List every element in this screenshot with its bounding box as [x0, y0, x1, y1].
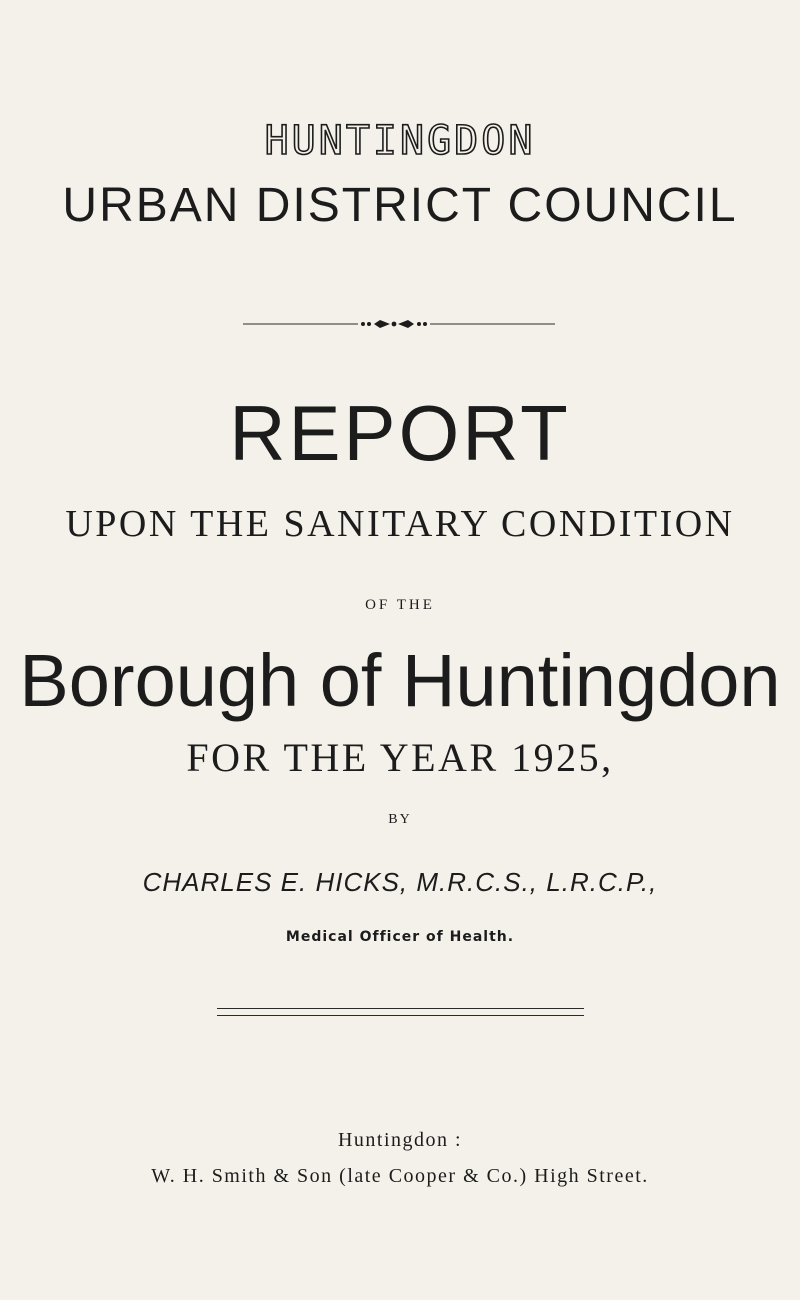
borough-name: Borough of Huntingdon [19, 639, 781, 722]
council-heading: URBAN DISTRICT COUNCIL [62, 179, 738, 232]
of-the-line: OF THE [365, 597, 435, 613]
year-line: FOR THE YEAR 1925, [186, 735, 614, 780]
author-name: CHARLES E. HICKS, M.R.C.S., L.R.C.P., [142, 867, 658, 897]
town-heading: HUNTINGDON [264, 118, 536, 164]
double-rule-divider [217, 1008, 584, 1016]
divider-ornament-icon [243, 319, 555, 329]
imprint-printer: W. H. Smith & Son (late Cooper & Co.) High Street. [151, 1165, 649, 1187]
imprint-place: Huntingdon : [337, 1129, 463, 1151]
author-role: Medical Officer of Health. [285, 929, 515, 945]
subject-line: UPON THE SANITARY CONDITION [65, 503, 735, 545]
by-line: BY [388, 812, 412, 827]
report-title: REPORT [229, 389, 571, 477]
